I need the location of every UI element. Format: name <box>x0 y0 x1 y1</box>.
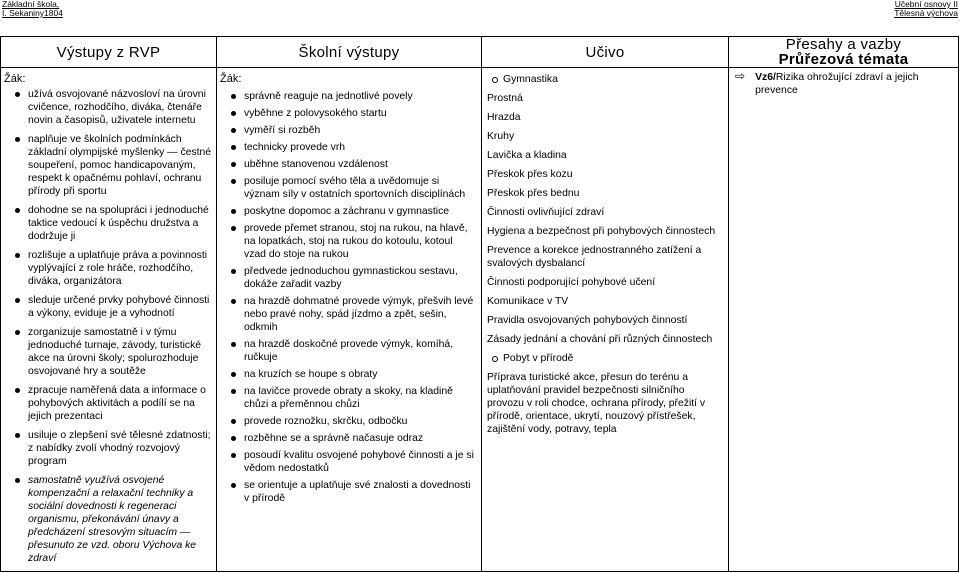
document-type: Učební osnovy II <box>894 0 958 9</box>
list-item: posoudí kvalitu osvojené pohybové činnosti a je si vědom nedostatků <box>217 449 477 475</box>
list-item: správně reaguje na jednotlivé povely <box>217 90 477 103</box>
presahy-cell <box>729 68 959 572</box>
list-item: na lavičce provede obraty a skoky, na kladině chůzi a přeměnnou chůzi <box>217 385 477 411</box>
column-header-ucivo: Učivo <box>482 37 729 68</box>
column-header-presahy <box>729 37 959 68</box>
ucivo-item: Přeskok přes bednu <box>487 188 580 199</box>
list-item: posiluje pomocí svého těla a uvědomuje si význam síly v ostatních sportovních disciplínách <box>217 175 477 201</box>
list-item: zorganizuje samostatně i v týmu jednoduché turnaje, závody, turistické akce na úrovni školy; spolurozhoduje osvojované hry a soutěže <box>1 326 212 378</box>
list-item: vyběhne z polovysokého startu <box>217 107 477 120</box>
presahy-code: Vz6/ <box>755 72 776 83</box>
list-item: poskytne dopomoc a záchranu v gymnastice <box>217 205 477 218</box>
ucivo-item: Prevence a korekce jednostranného zatížení a svalových dysbalancí <box>487 245 702 269</box>
presahy-description: Rizika ohrožující zdraví a jejich prevence <box>755 72 919 96</box>
list-item: rozběhne se a správně načasuje odraz <box>217 432 477 445</box>
subject-name: Tělesná výchova <box>894 8 958 18</box>
school-outputs-cell <box>217 68 482 572</box>
ucivo-pobyt-v-prirode: Pobyt v přírodě <box>487 352 728 365</box>
list-item: provede přemet stranou, stoj na rukou, na hlavě, na lopatkách, stoj na rukou do kotoulu, kotoul vzad do stoje na rukou <box>217 222 477 261</box>
list-item: na kruzích se houpe s obraty <box>217 368 477 381</box>
ucivo-item: Činnosti podporující pohybové učení <box>487 277 656 288</box>
list-item: předvede jednoduchou gymnastickou sestavu, dokáže zařadit vazby <box>217 265 477 291</box>
school-label: Žák: <box>220 73 242 85</box>
rvp-label: Žák: <box>4 73 26 85</box>
rvp-cell <box>1 68 217 572</box>
list-item: na hrazdě doskočné provede výmyk, komíhá, ručkuje <box>217 338 477 364</box>
school-name: Základní škola, <box>2 0 60 9</box>
list-item: na hrazdě dohmatné provede výmyk, přešvih levé nebo pravé nohy, spád jízdmo a zpět, sešin, odkmih <box>217 295 477 334</box>
ucivo-item: Hygiena a bezpečnost při pohybových činnostech <box>487 226 716 237</box>
ucivo-item: Hrazda <box>487 112 521 123</box>
column-header-presahy-line2: Průřezová témata <box>778 51 909 68</box>
list-item: vyměří si rozběh <box>217 124 477 137</box>
list-item: se orientuje a uplatňuje své znalosti a dovednosti v přírodě <box>217 479 477 505</box>
arrow-right-icon: ⇨ <box>735 69 746 83</box>
list-item: naplňuje ve školních podmínkách základní olympijské myšlenky — čestné soupeření, pomoc handicapovaným, respekt k opačnému pohlaví, ochranu přírody při sportu <box>1 133 212 198</box>
ucivo-item: Lavička a kladina <box>487 150 567 161</box>
page-header-right <box>894 0 958 18</box>
column-header-presahy-line1: Přesahy a vazby <box>785 36 902 53</box>
table-body-row <box>1 68 959 572</box>
ucivo-item: Příprava turistické akce, přesun do terénu a uplatňování pravidel bezpečnosti silničního provozu v roli chodce, ochrana přírody, přežití v přírodě, orientace, ukrytí, nouzový přístřešek, zajištění vody, potravy, tepla <box>487 372 706 435</box>
list-item: technicky provede vrh <box>217 141 477 154</box>
rvp-list <box>1 88 216 565</box>
school-address: I. Sekaniny1804 <box>2 8 63 18</box>
list-item: uběhne stanovenou vzdálenost <box>217 158 477 171</box>
list-item: usiluje o zlepšení své tělesné zdatnosti; z nabídky zvolí vhodný rozvojový program <box>1 429 212 468</box>
ucivo-gymnastika: Gymnastika <box>487 73 728 86</box>
ucivo-item: Přeskok přes kozu <box>487 169 573 180</box>
list-item: dohodne se na spolupráci i jednoduché taktice vedoucí k úspěchu družstva a dodržuje ji <box>1 204 212 243</box>
list-item: samostatně využívá osvojené kompenzační a relaxační techniky a sociální dovednosti k regeneraci organismu, překonávání únavy a předcházení stresovým situacím — přesunuto ze vzd. oboru Výchova ke zdraví <box>1 474 212 565</box>
ucivo-item: Zásady jednání a chování při různých činnostech <box>487 334 713 345</box>
list-item: rozlišuje a uplatňuje práva a povinnosti vyplývající z role hráče, rozhodčího, diváka, organizátora <box>1 249 212 288</box>
table-header-row <box>1 37 959 68</box>
list-item: sleduje určené prvky pohybové činnosti a výkony, eviduje je a vyhodnotí <box>1 294 212 320</box>
ucivo-item: Prostná <box>487 93 523 104</box>
presahy-text <box>755 71 954 97</box>
page-header-left <box>2 0 63 18</box>
ucivo-cell <box>482 68 729 572</box>
ucivo-item: Činnosti ovlivňující zdraví <box>487 207 605 218</box>
list-item: užívá osvojované názvosloví na úrovni cvičence, rozhodčího, diváka, čtenáře novin a časopisů, uživatele internetu <box>1 88 212 127</box>
school-list <box>217 90 481 505</box>
ucivo-item: Komunikace v TV <box>487 296 569 307</box>
column-header-rvp: Výstupy z RVP <box>1 37 217 68</box>
list-item: zpracuje naměřená data a informace o pohybových aktivitách a podílí se na jejich prezentaci <box>1 384 212 423</box>
curriculum-table <box>0 36 959 572</box>
presahy-item <box>735 71 954 97</box>
column-header-school: Školní výstupy <box>217 37 482 68</box>
ucivo-item: Pravidla osvojovaných pohybových činností <box>487 315 688 326</box>
list-item: provede roznožku, skrčku, odbočku <box>217 415 477 428</box>
ucivo-item: Kruhy <box>487 131 515 142</box>
